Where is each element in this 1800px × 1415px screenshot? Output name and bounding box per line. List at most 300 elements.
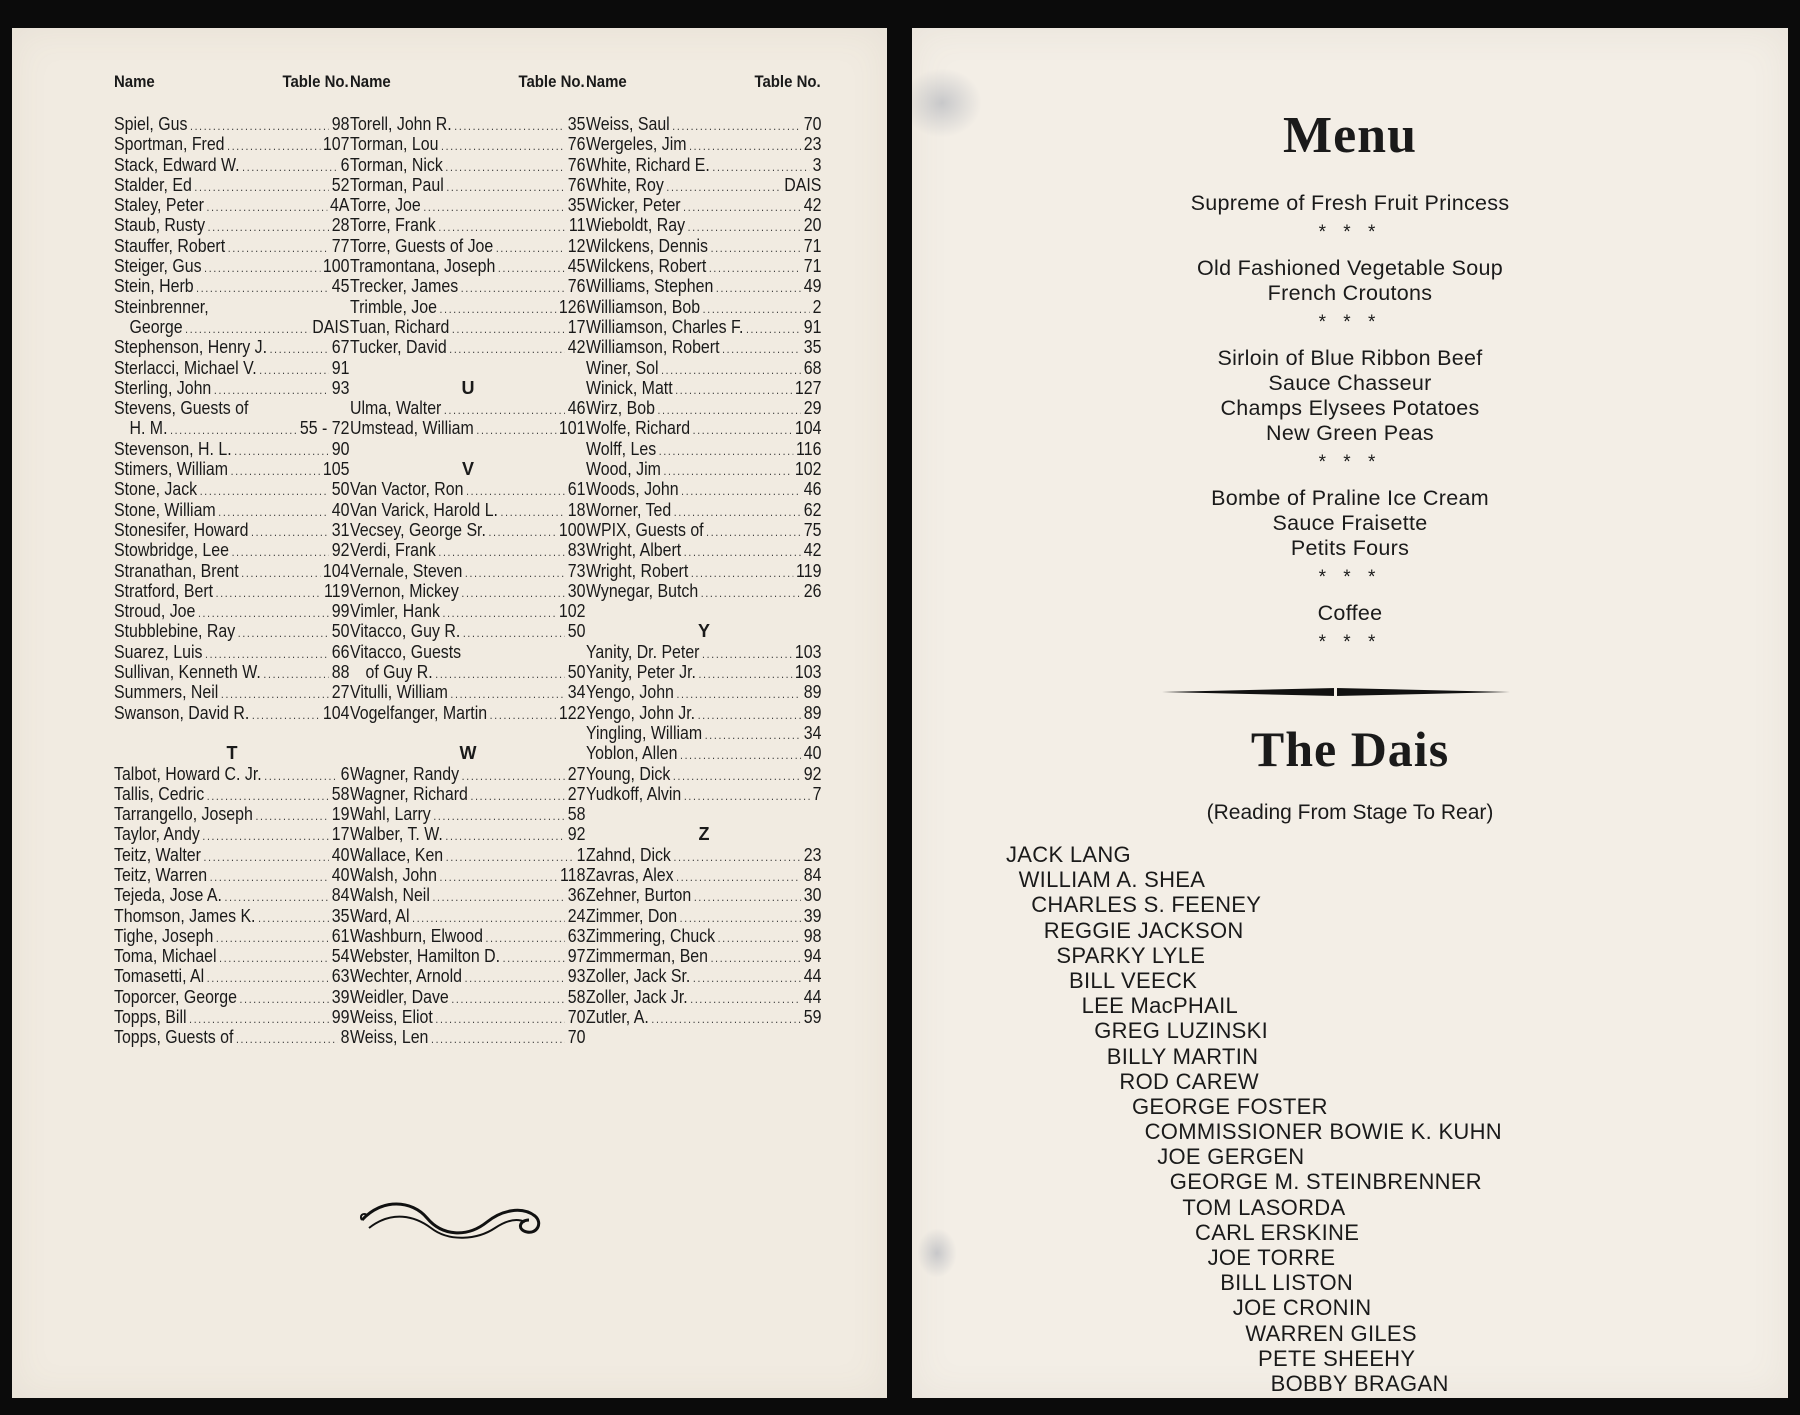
dot-leader <box>264 766 338 786</box>
guest-name: Spiel, Gus <box>114 113 188 134</box>
guest-name: Sterlacci, Michael V. <box>114 356 257 378</box>
table-number: 55 - 72 <box>299 417 350 439</box>
dot-leader <box>454 116 565 136</box>
table-number: 103 <box>794 640 822 662</box>
guest-name: Talbot, Howard C. Jr. <box>114 762 262 784</box>
guest-name: Walsh, John <box>350 863 437 885</box>
table-number: 99 <box>331 600 350 622</box>
guest-row <box>586 540 821 560</box>
table-number: DAIS <box>312 315 350 337</box>
column-header-table: Table No. <box>518 72 585 91</box>
table-number: 77 <box>331 234 350 256</box>
guest-name: Vitacco, Guy R. <box>350 620 461 642</box>
menu-item: Petits Fours <box>1290 536 1410 560</box>
guest-row <box>586 561 821 581</box>
table-number: 6 <box>340 153 350 175</box>
dot-leader <box>204 847 330 867</box>
table-number: 2 <box>812 295 822 317</box>
table-number: 88 <box>331 661 350 683</box>
dot-leader <box>698 705 801 725</box>
guest-name: Stowbridge, Lee <box>114 539 229 561</box>
table-number: 107 <box>322 133 350 155</box>
guest-name: Weiss, Len <box>350 1026 429 1048</box>
menu-item: Sirloin of Blue Ribbon Beef <box>1217 346 1483 370</box>
guest-row <box>114 155 349 175</box>
menu-separator: * * * <box>1318 452 1382 473</box>
column-header-name: Name <box>350 72 391 91</box>
guest-name: Tuan, Richard <box>350 315 450 337</box>
guest-row <box>350 1007 585 1027</box>
guest-name: Wirz, Bob <box>586 397 655 419</box>
guest-name: Wynegar, Butch <box>586 579 699 601</box>
guest-name: Stubblebine, Ray <box>114 620 236 642</box>
table-number: 61 <box>567 478 586 500</box>
guest-name: Tighe, Joseph <box>114 924 214 946</box>
table-number: 118 <box>560 863 586 885</box>
guest-row <box>114 764 349 784</box>
section-letter: V <box>461 459 474 480</box>
dot-leader <box>194 177 329 197</box>
guest-row <box>586 1007 821 1027</box>
table-number: 71 <box>803 234 822 256</box>
table-number: 90 <box>331 437 350 459</box>
guest-name: Tarrangello, Joseph <box>114 803 253 825</box>
table-number: 98 <box>803 924 822 946</box>
dais-subtitle: (Reading From Stage To Rear) <box>1206 801 1494 824</box>
table-number: 45 <box>331 275 350 297</box>
dot-leader <box>196 278 329 298</box>
guest-name: Torre, Guests of Joe <box>350 234 494 256</box>
table-number: 35 <box>567 113 586 134</box>
dais-member: JOE GERGEN <box>1157 1144 1305 1170</box>
dot-leader <box>204 258 320 278</box>
guest-name: Yanity, Peter Jr. <box>586 661 696 683</box>
table-number: 70 <box>567 1026 586 1048</box>
dot-leader <box>683 197 801 217</box>
menu-separator: * * * <box>1318 222 1382 243</box>
guest-row <box>350 479 585 499</box>
guest-name: Zimmering, Chuck <box>586 924 716 946</box>
dot-leader <box>659 441 794 461</box>
guest-name: Summers, Neil <box>114 681 219 703</box>
guest-name: Williamson, Bob <box>586 295 701 317</box>
seating-list-page <box>12 28 887 1398</box>
menu-separator: * * * <box>1318 632 1382 653</box>
table-number: 105 <box>322 458 350 480</box>
table-number: 76 <box>567 153 586 175</box>
guest-row <box>114 297 349 317</box>
guest-row <box>350 540 585 560</box>
guest-name: Yingling, William <box>586 721 703 743</box>
guest-name: of Guy R. <box>365 661 433 683</box>
guest-name: White, Richard E. <box>586 153 710 175</box>
menu-item: Old Fashioned Vegetable Soup <box>1196 256 1504 280</box>
guest-name: Torman, Lou <box>350 133 439 155</box>
table-number: 99 <box>331 1006 350 1028</box>
table-number: 89 <box>803 681 822 703</box>
dot-leader <box>440 867 558 887</box>
table-number: 50 <box>331 478 350 500</box>
guest-name: Van Varick, Harold L. <box>350 498 498 520</box>
table-number: 104 <box>322 701 350 723</box>
guest-name: Zehner, Burton <box>586 884 692 906</box>
dais-member: CHARLES S. FEENEY <box>1031 892 1262 918</box>
guest-row <box>586 175 821 195</box>
guest-name: Ward, Al <box>350 904 410 926</box>
table-number: 83 <box>567 539 586 561</box>
dot-leader <box>666 177 781 197</box>
dais-member: REGGIE JACKSON <box>1043 917 1244 943</box>
guest-name: Walber, T. W. <box>350 823 443 845</box>
guest-row <box>350 297 585 317</box>
guest-row <box>586 743 821 763</box>
guest-row <box>114 195 349 215</box>
table-number: 103 <box>794 661 822 683</box>
guest-name: Steinbrenner, <box>114 295 209 317</box>
guest-row <box>114 824 349 844</box>
guest-name: Stack, Edward W. <box>114 153 240 175</box>
table-number: 97 <box>567 945 586 967</box>
table-number: 84 <box>803 863 822 885</box>
dot-leader <box>231 461 321 481</box>
table-number: 67 <box>331 336 350 358</box>
table-number: 42 <box>803 539 822 561</box>
seating-column-3 <box>586 68 822 1027</box>
table-number: 17 <box>331 823 350 845</box>
dais-member: BILL LISTON <box>1220 1270 1354 1296</box>
dot-leader <box>702 644 792 664</box>
table-number: 91 <box>803 315 822 337</box>
table-number: 62 <box>803 498 822 520</box>
dot-leader <box>259 360 329 380</box>
guest-name: Wolfe, Richard <box>586 417 691 439</box>
guest-row <box>114 358 349 378</box>
guest-row <box>350 682 585 702</box>
guest-name: Worner, Ted <box>586 498 672 520</box>
table-number: 35 <box>331 904 350 926</box>
table-number: 20 <box>803 214 822 236</box>
dot-leader <box>432 887 565 907</box>
table-number: 36 <box>567 884 586 906</box>
menu-separator: * * * <box>1318 567 1382 588</box>
dais-member: GEORGE M. STEINBRENNER <box>1169 1169 1482 1195</box>
dais-member: WILLIAM A. SHEA <box>1018 867 1206 893</box>
guest-row <box>586 682 821 702</box>
guest-name: Wallace, Ken <box>350 843 444 865</box>
guest-row <box>586 236 821 256</box>
guest-name: Wolff, Les <box>586 437 657 459</box>
guest-row <box>350 317 585 337</box>
guest-name: Staub, Rusty <box>114 214 206 236</box>
dot-leader <box>446 847 574 867</box>
section-spacer <box>350 723 586 743</box>
table-number: 104 <box>794 417 822 439</box>
guest-row <box>350 256 585 276</box>
table-number: 70 <box>803 113 822 134</box>
table-number: 54 <box>331 945 350 967</box>
guest-name: Weidler, Dave <box>350 985 449 1007</box>
guest-name: Yengo, John Jr. <box>586 701 696 723</box>
dais-member: GREG LUZINSKI <box>1094 1018 1269 1044</box>
guest-row <box>114 581 349 601</box>
dot-leader <box>651 1009 801 1029</box>
dot-leader <box>694 887 801 907</box>
guest-row <box>586 642 821 662</box>
menu-item: Bombe of Praline Ice Cream <box>1211 486 1489 510</box>
dot-leader <box>681 481 801 501</box>
guest-name: Toporcer, George <box>114 985 237 1007</box>
dot-leader <box>431 1029 565 1049</box>
guest-row <box>586 662 821 682</box>
table-number: 1 <box>576 843 586 865</box>
guest-name: Wagner, Richard <box>350 782 468 804</box>
table-number: 18 <box>567 498 586 520</box>
guest-row <box>350 784 585 804</box>
guest-row <box>586 520 821 540</box>
guest-row <box>114 114 349 134</box>
guest-row <box>114 1027 349 1047</box>
guest-name: Walsh, Neil <box>350 884 430 906</box>
guest-row <box>114 926 349 946</box>
table-number: 93 <box>331 376 350 398</box>
guest-row <box>350 621 585 641</box>
dais-member: BILL VEECK <box>1069 967 1198 993</box>
table-number: 4A <box>329 194 350 216</box>
dot-leader <box>701 583 801 603</box>
dot-leader <box>258 908 329 928</box>
guest-name: Woods, John <box>586 478 679 500</box>
column-header <box>586 68 821 96</box>
dais-member: WARREN GILES <box>1245 1320 1417 1346</box>
guest-name: Young, Dick <box>586 762 671 784</box>
dot-leader <box>227 136 320 156</box>
guest-name: Ulma, Walter <box>350 397 442 419</box>
dot-leader <box>242 157 338 177</box>
menu-item: French Croutons <box>1267 281 1433 305</box>
dot-leader <box>210 867 329 887</box>
dot-leader <box>684 786 810 806</box>
guest-name: Staley, Peter <box>114 194 204 216</box>
dot-leader <box>451 989 565 1009</box>
dot-leader <box>240 989 330 1009</box>
menu-item: Sauce Chasseur <box>1268 371 1432 395</box>
table-number: 7 <box>812 782 822 804</box>
guest-name: Williamson, Charles F. <box>586 315 744 337</box>
section-spacer <box>586 601 822 621</box>
guest-row <box>114 662 349 682</box>
guest-name: George <box>129 315 183 337</box>
table-number: 12 <box>567 234 586 256</box>
guest-name: Sullivan, Kenneth W. <box>114 661 261 683</box>
table-number: 104 <box>322 559 350 581</box>
table-number: 39 <box>331 985 350 1007</box>
table-number: 3 <box>812 153 822 175</box>
guest-row <box>350 581 585 601</box>
table-number: 63 <box>567 924 586 946</box>
guest-name: Teitz, Warren <box>114 863 208 885</box>
guest-name: Sterling, John <box>114 376 212 398</box>
guest-row <box>114 703 349 723</box>
dot-leader <box>693 420 793 440</box>
dot-leader <box>241 563 320 583</box>
guest-row <box>114 215 349 235</box>
guest-row <box>586 398 821 418</box>
guest-row <box>350 236 585 256</box>
guest-row <box>114 885 349 905</box>
dot-leader <box>706 522 801 542</box>
guest-row <box>114 682 349 702</box>
table-number: 93 <box>567 965 586 987</box>
table-number: 58 <box>567 803 586 825</box>
table-number: 40 <box>331 863 350 885</box>
guest-row <box>586 764 821 784</box>
table-number: 58 <box>567 985 586 1007</box>
table-number: 122 <box>558 701 586 723</box>
menu-separator: * * * <box>1318 312 1382 333</box>
guest-name: Zimmer, Don <box>586 904 678 926</box>
table-number: 100 <box>322 255 350 277</box>
menu-item: Champs Elysees Potatoes <box>1220 396 1480 420</box>
guest-name: Torell, John R. <box>350 113 452 134</box>
column-header-table: Table No. <box>754 72 821 91</box>
dot-leader <box>270 339 330 359</box>
dais-member: PETE SHEEHY <box>1258 1345 1416 1371</box>
guest-row <box>586 195 821 215</box>
table-number: 100 <box>558 518 586 540</box>
dot-leader <box>236 1029 338 1049</box>
table-number: DAIS <box>784 173 822 195</box>
dot-leader <box>208 217 329 237</box>
dot-leader <box>255 806 329 826</box>
guest-row <box>350 500 585 520</box>
guest-name: Yoblon, Allen <box>586 742 678 764</box>
dais-list <box>912 842 1502 1398</box>
dot-leader <box>263 664 329 684</box>
guest-name: Swanson, David R. <box>114 701 250 723</box>
guest-row <box>586 885 821 905</box>
guest-row <box>350 865 585 885</box>
guest-name: Trecker, James <box>350 275 459 297</box>
table-number: 11 <box>568 214 586 236</box>
section-letter: T <box>226 743 238 764</box>
dot-leader <box>722 339 801 359</box>
guest-name: Vitacco, Guests <box>350 640 462 662</box>
flourish-ornament-icon <box>357 1188 547 1248</box>
guest-name: Torre, Frank <box>350 214 436 236</box>
guest-name: Van Vactor, Ron <box>350 478 464 500</box>
guest-row <box>586 317 821 337</box>
guest-name: Wieboldt, Ray <box>586 214 686 236</box>
guest-row <box>114 337 349 357</box>
guest-name: Williams, Stephen <box>586 275 714 297</box>
guest-row <box>350 561 585 581</box>
table-number: 27 <box>331 681 350 703</box>
dot-leader <box>202 826 329 846</box>
guest-name: Wilckens, Dennis <box>586 234 709 256</box>
guest-name: Trimble, Joe <box>350 295 437 317</box>
guest-name: Stratford, Bert <box>114 579 214 601</box>
menu-item: Coffee <box>1317 601 1383 625</box>
table-number: 76 <box>567 173 586 195</box>
guest-row <box>350 520 585 540</box>
table-number: 40 <box>803 742 822 764</box>
guest-name: Tallis, Cedric <box>114 782 205 804</box>
menu-list <box>912 191 1788 666</box>
guest-name: Tomasetti, Al <box>114 965 205 987</box>
guest-name: Vecsey, George Sr. <box>350 518 486 540</box>
dot-leader <box>676 867 801 887</box>
guest-name: Wright, Robert <box>586 559 689 581</box>
table-number: 71 <box>803 255 822 277</box>
guest-row <box>114 398 349 418</box>
guest-name: Taylor, Andy <box>114 823 200 845</box>
guest-name: Suarez, Luis <box>114 640 203 662</box>
table-number: 50 <box>567 661 586 683</box>
dais-title: The Dais <box>1250 721 1450 777</box>
guest-name: Torman, Paul <box>350 173 444 195</box>
guest-row <box>586 418 821 438</box>
column-header <box>350 68 585 96</box>
guest-name: Zavras, Alex <box>586 863 674 885</box>
table-number: 40 <box>331 498 350 520</box>
dais-member: CARL ERSKINE <box>1195 1219 1360 1245</box>
dot-leader <box>435 664 565 684</box>
table-number: 26 <box>803 579 822 601</box>
guest-row <box>586 581 821 601</box>
guest-row <box>114 500 349 520</box>
guest-row <box>350 662 585 682</box>
table-number: 119 <box>796 559 822 581</box>
dais-member: ROD CAREW <box>1119 1068 1259 1094</box>
table-number: 92 <box>567 823 586 845</box>
table-number: 23 <box>803 843 822 865</box>
guest-row <box>586 215 821 235</box>
guest-name: H. M. <box>129 417 168 439</box>
dot-leader <box>449 339 565 359</box>
guest-row <box>586 459 821 479</box>
table-number: 70 <box>567 1006 586 1028</box>
dot-leader <box>746 319 801 339</box>
dot-leader <box>440 299 557 319</box>
guest-row <box>350 906 585 926</box>
dais-member: BILLY MARTIN <box>1106 1043 1259 1069</box>
table-number: 45 <box>567 255 586 277</box>
dot-leader <box>219 948 329 968</box>
guest-name: Topps, Guests of <box>114 1026 234 1048</box>
guest-row <box>586 784 821 804</box>
guest-row <box>350 966 585 986</box>
dais-member: COMMISSIONER BOWIE K. KUHN <box>1144 1119 1502 1145</box>
table-number: 89 <box>803 701 822 723</box>
table-number: 63 <box>331 965 350 987</box>
table-number: 76 <box>567 133 586 155</box>
dot-leader <box>709 258 801 278</box>
dot-leader <box>496 238 565 258</box>
guest-name: Zahnd, Dick <box>586 843 671 865</box>
dot-leader <box>470 786 565 806</box>
table-number: 50 <box>567 620 586 642</box>
table-number: 40 <box>331 843 350 865</box>
guest-name: Wahl, Larry <box>350 803 431 825</box>
dot-leader <box>433 806 565 826</box>
table-number: 52 <box>331 173 350 195</box>
guest-row <box>350 845 585 865</box>
table-number: 27 <box>567 762 586 784</box>
column-header-table: Table No. <box>282 72 349 91</box>
guest-name: Wicker, Peter <box>586 194 681 216</box>
guest-name: Stevenson, H. L. <box>114 437 232 459</box>
guest-name: Weiss, Eliot <box>350 1006 433 1028</box>
